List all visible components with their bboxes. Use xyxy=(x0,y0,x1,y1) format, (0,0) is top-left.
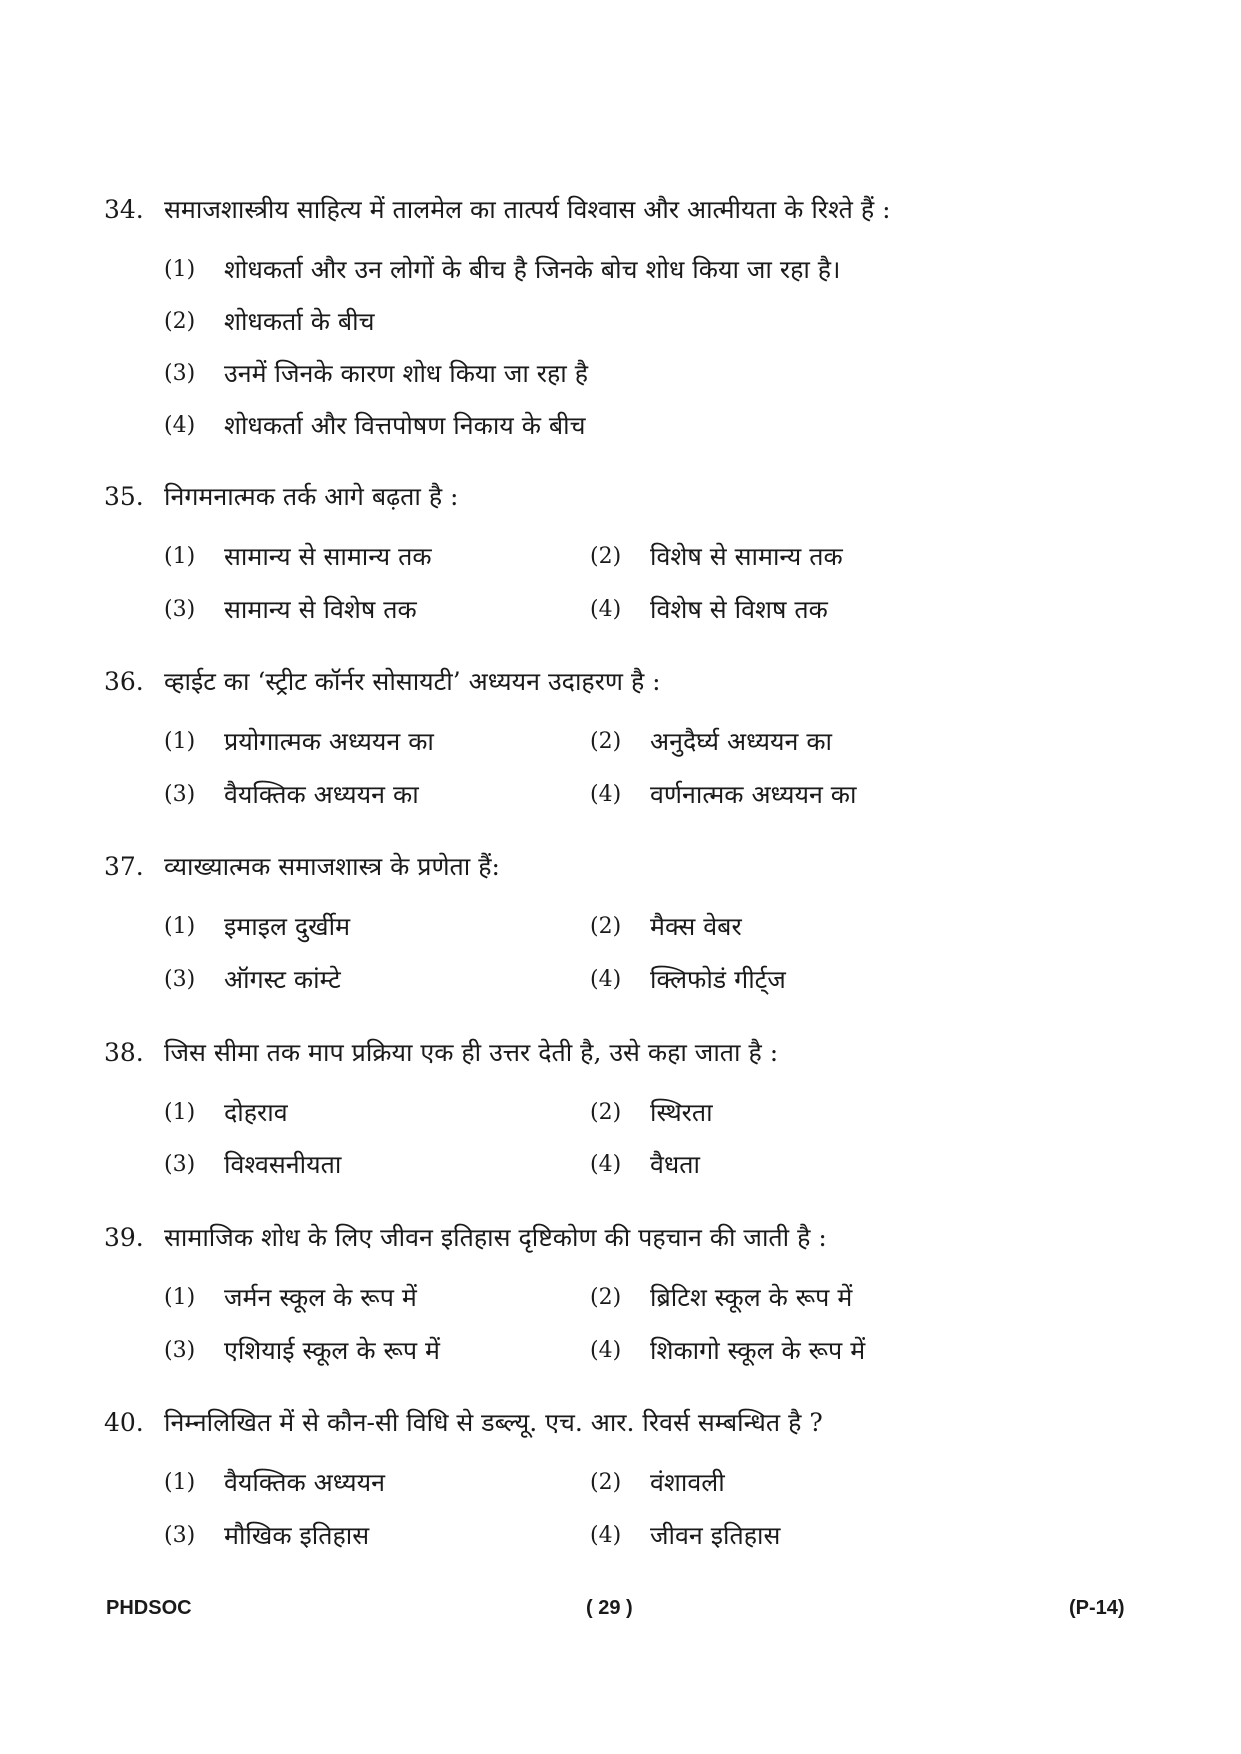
question-number: 38. xyxy=(104,1038,144,1067)
option-text: सामान्य से विशेष तक xyxy=(224,595,417,624)
option-number: (4) xyxy=(590,1338,622,1363)
option-number: (2) xyxy=(590,1100,622,1125)
option-text: विशेष से विशष तक xyxy=(650,595,828,624)
option-number: (2) xyxy=(590,914,622,939)
option-number: (3) xyxy=(164,1152,196,1177)
question-number: 36. xyxy=(104,667,144,696)
option-text: वैधता xyxy=(650,1150,701,1179)
option-number: (1) xyxy=(164,914,196,939)
footer-page-number: ( 29 ) xyxy=(586,1597,633,1619)
option-text: शोधकर्ता के बीच xyxy=(224,307,375,336)
option-text: ब्रिटिश स्कूल के रूप में xyxy=(650,1283,853,1312)
option-number: (4) xyxy=(590,1152,622,1177)
option-text: वर्णनात्मक अध्ययन का xyxy=(650,780,857,809)
option-number: (3) xyxy=(164,967,196,992)
question-text: निम्नलिखित में से कौन-सी विधि से डब्ल्यू. एच. आर. रिवर्स सम्बन्धित है ? xyxy=(164,1408,823,1437)
question-stem xyxy=(0,1401,1241,1445)
question-number: 34. xyxy=(104,195,144,224)
question-stem xyxy=(0,845,1241,889)
option-text: अनुदैर्घ्य अध्ययन का xyxy=(650,727,832,756)
option-text: प्रयोगात्मक अध्ययन का xyxy=(224,727,434,756)
option-number: (1) xyxy=(164,1470,196,1495)
option-number: (3) xyxy=(164,1338,196,1363)
question-number: 40. xyxy=(104,1408,144,1437)
option-text: वैयक्तिक अध्ययन का xyxy=(224,780,419,809)
question-stem xyxy=(0,1216,1241,1260)
question-stem xyxy=(0,188,1241,232)
option-number: (4) xyxy=(590,597,622,622)
option-text: शोधकर्ता और वित्तपोषण निकाय के बीच xyxy=(224,411,586,440)
option-number: (3) xyxy=(164,782,196,807)
option-text: इमाइल दुर्खीम xyxy=(224,912,351,941)
option-text: विशेष से सामान्य तक xyxy=(650,542,843,571)
question-text: समाजशास्त्रीय साहित्य में तालमेल का तात्पर्य विश्वास और आत्मीयता के रिश्ते हैं : xyxy=(164,195,891,224)
question-stem xyxy=(0,1031,1241,1075)
option-number: (4) xyxy=(590,782,622,807)
option-number: (4) xyxy=(590,967,622,992)
option-text: वंशावली xyxy=(650,1468,725,1497)
option-number: (3) xyxy=(164,597,196,622)
option-number: (2) xyxy=(590,729,622,754)
option-text: क्लिफोडं गीर्ट्ज xyxy=(650,965,786,994)
option-number: (2) xyxy=(164,309,196,334)
question-text: सामाजिक शोध के लिए जीवन इतिहास दृष्टिकोण की पहचान की जाती है : xyxy=(164,1223,827,1252)
option-text: वैयक्तिक अध्ययन xyxy=(224,1468,386,1497)
option-text: जर्मन स्कूल के रूप में xyxy=(224,1283,417,1312)
option-number: (2) xyxy=(590,1285,622,1310)
option-number: (3) xyxy=(164,1523,196,1548)
option-text: एशियाई स्कूल के रूप में xyxy=(224,1336,440,1365)
option-text: शिकागो स्कूल के रूप में xyxy=(650,1336,866,1365)
option-text: उनमें जिनके कारण शोध किया जा रहा है xyxy=(224,359,589,388)
option-text: सामान्य से सामान्य तक xyxy=(224,542,432,571)
footer-set-code: (P-14) xyxy=(1069,1597,1125,1619)
option-number: (1) xyxy=(164,729,196,754)
footer-paper-code: PHDSOC xyxy=(106,1597,192,1619)
option-number: (4) xyxy=(164,413,196,438)
question-number: 39. xyxy=(104,1223,144,1252)
option-text: स्थिरता xyxy=(650,1098,713,1127)
option-number: (2) xyxy=(590,1470,622,1495)
question-text: जिस सीमा तक माप प्रक्रिया एक ही उत्तर देती है, उसे कहा जाता है : xyxy=(164,1038,779,1067)
option-number: (1) xyxy=(164,1100,196,1125)
question-text: व्याख्यात्मक समाजशास्त्र के प्रणेता हैं: xyxy=(164,852,500,881)
option-number: (1) xyxy=(164,544,196,569)
option-text: ऑगस्ट कांम्टे xyxy=(224,965,341,994)
question-text: निगमनात्मक तर्क आगे बढ़ता है : xyxy=(164,482,459,511)
question-number: 37. xyxy=(104,852,144,881)
question-text: व्हाईट का ‘स्ट्रीट कॉर्नर सोसायटी’ अध्ययन उदाहरण है : xyxy=(164,667,661,696)
question-stem xyxy=(0,475,1241,519)
option-text: जीवन इतिहास xyxy=(650,1521,781,1550)
option-number: (1) xyxy=(164,257,196,282)
question-number: 35. xyxy=(104,482,144,511)
option-number: (1) xyxy=(164,1285,196,1310)
option-number: (3) xyxy=(164,361,196,386)
option-text: विश्वसनीयता xyxy=(224,1150,342,1179)
option-number: (4) xyxy=(590,1523,622,1548)
option-text: शोधकर्ता और उन लोगों के बीच है जिनके बोच शोध किया जा रहा है। xyxy=(224,255,841,284)
option-number: (2) xyxy=(590,544,622,569)
option-text: मौखिक इतिहास xyxy=(224,1521,370,1550)
option-text: मैक्स वेबर xyxy=(650,912,742,941)
option-text: दोहराव xyxy=(224,1098,288,1127)
question-stem xyxy=(0,660,1241,704)
